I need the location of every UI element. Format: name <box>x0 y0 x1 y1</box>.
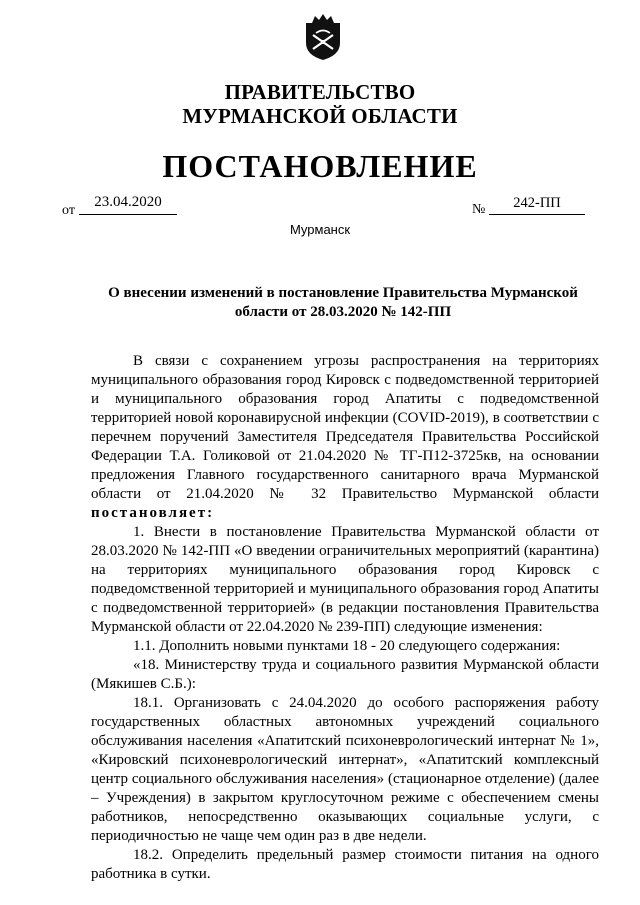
paragraph-1-1: 1.1. Дополнить новыми пунктами 18 - 20 следующего содержания: <box>133 638 561 654</box>
coat-of-arms-icon <box>304 13 342 61</box>
document-date: 23.04.2020 <box>79 194 177 215</box>
government-title-line2: МУРМАНСКОЙ ОБЛАСТИ <box>182 104 458 128</box>
preamble-paragraph <box>91 352 599 523</box>
document-body <box>91 352 599 884</box>
paragraph-18: «18. Министерству труда и социального развития Мурманской области (Мякишев С.Б.): <box>91 657 599 692</box>
document-number: 242-ПП <box>489 195 585 215</box>
paragraph-18-1: 18.1. Организовать с 24.04.2020 до особого распоряжения работу государственных областных автономных учреждений социального обслуживания населения «Апатитский психоневрологический интернат № 1», «Кировский психоневрологический интернат», «Апатитский комплексный центр социального обслуживания населения» (стационарное отделение) (далее – Учреждения) в закрытом круглосуточном режиме с обеспечением смены работников, непосредственно оказывающих социальные услуги, с периодичностью не чаще чем один раз в две недели. <box>91 695 599 844</box>
number-prefix: № <box>472 202 486 217</box>
document-type: ПОСТАНОВЛЕНИЕ <box>162 148 478 184</box>
document-subject: О внесении изменений в постановление Правительства Мурманской области от 28.03.2020 № 142-ПП <box>108 285 578 320</box>
resolves-word: постановляет: <box>91 505 215 521</box>
preamble-text: В связи с сохранением угрозы распространения на территориях муниципального образования город Кировск с подведомственной территорией и муниципального образования город Апатиты с подведомственной территорией новой коронавирусной инфекции (COVID-2019), в соответствии с перечнем поручений Заместителя Председателя Правительства Российской Федерации Т.А. Голиковой от 21.04.2020 № ТГ-П12-3725кв, на основании предложения Главного государственного санитарного врача Мурманской области от 21.04.2020 № 32 Правительство Мурманской области <box>91 353 599 502</box>
city: Мурманск <box>289 222 351 237</box>
date-prefix: от <box>62 203 75 218</box>
government-title-line1: ПРАВИТЕЛЬСТВО <box>224 80 416 104</box>
paragraph-18-2: 18.2. Определить предельный размер стоимости питания на одного работника в сутки. <box>91 847 599 882</box>
paragraph-1: 1. Внести в постановление Правительства Мурманской области от 28.03.2020 № 142-ПП «О введении ограничительных мероприятий (карантина) на территориях муниципального образования город Кировск с подведомственной территорией и муниципального образования город Апатиты с подведомственной территорией» (в редакции постановления Правительства Мурманской области от 22.04.2020 № 239-ПП) следующие изменения: <box>91 524 599 635</box>
